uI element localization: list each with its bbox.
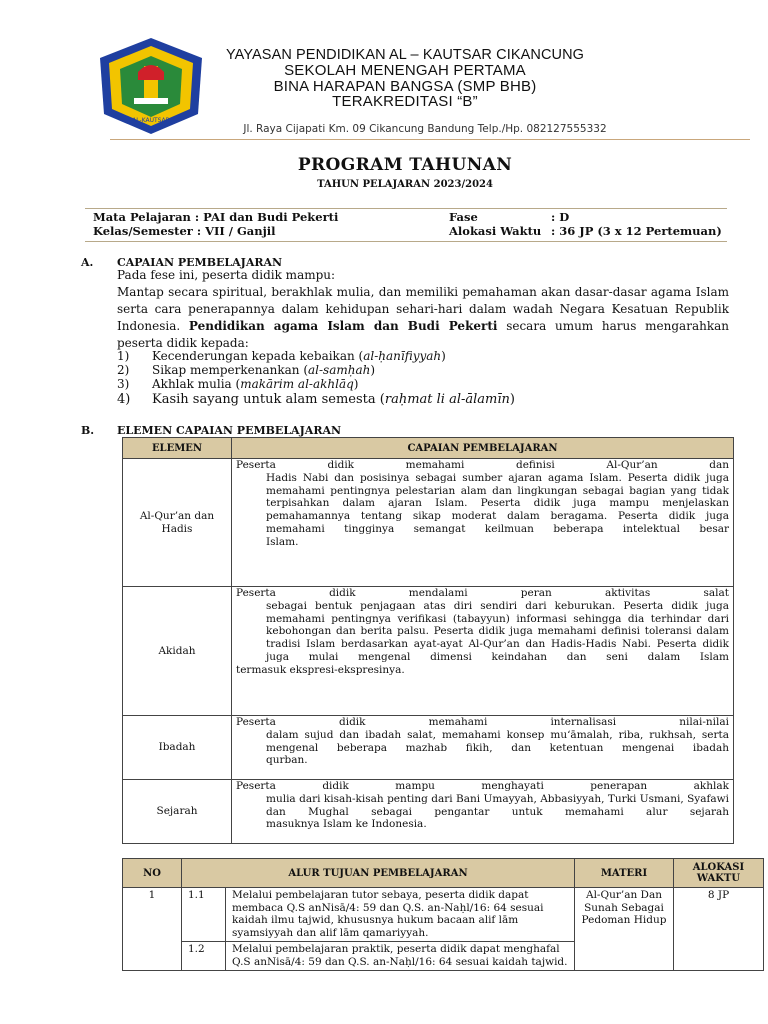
elemen-table <box>122 437 734 844</box>
tp-number: 1.1 <box>182 888 226 942</box>
col-alur: ALUR TUJUAN PEMBELAJARAN <box>182 859 575 888</box>
atp-table <box>122 858 764 971</box>
school-address: Jl. Raya Cijapati Km. 09 Cikancung Bandung Telp./Hp. 082127555332 <box>243 123 607 135</box>
capaian-tail: termasuk ekspresi-ekspresinya. <box>236 663 405 676</box>
section-a-title: CAPAIAN PEMBELAJARAN <box>117 256 283 269</box>
section-b-letter: B. <box>81 424 95 437</box>
section-a-letter: A. <box>81 256 94 269</box>
info-kelas: Kelas/Semester : VII / Ganjil <box>93 224 276 238</box>
section-a-body-1: Mantap secara spiritual, berakhlak mulia, dan memiliki pemahaman akan dasar-dasar agama Islam serta cara penerapannya dalam kehidupan sehari-hari dalam wadah Negara Kesatuan Republik Indonesia. <box>117 285 729 333</box>
list-item-term: makārim al-akhlāq <box>240 377 354 391</box>
capaian-text: mulia dari kisah-kisah penting dari Bani Umayyah, Abbasiyyah, Turki Usmani, Syafawi dan Mughal sebagai pengantar untuk memahami alur sejarah <box>266 792 729 818</box>
col-no: NO <box>123 859 182 888</box>
info-alokasi-label: Alokasi Waktu <box>449 224 542 238</box>
list-item-text-main: Kecenderungan kepada kebaikan ( <box>152 349 364 363</box>
capaian-cell <box>232 459 734 587</box>
alokasi-cell: 8 JP <box>674 888 764 971</box>
school-type: SEKOLAH MENENGAH PERTAMA <box>284 62 526 79</box>
table-row <box>123 716 734 780</box>
tp-text: Melalui pembelajaran tutor sebaya, peserta didik dapat membaca Q.S anNisā/4: 59 dan Q.S. an-Naḥl/16: 64 sesuai kaidah ilmu tajwid, khususnya hukum bacaan alif lām syamsiyyah dan alif lām qamariyyah. <box>226 888 575 942</box>
capaian-tail: qurban. <box>266 754 308 767</box>
list-item-number: 2) <box>117 363 130 377</box>
info-table <box>85 208 727 242</box>
list-item-close: ) <box>370 363 376 377</box>
elemen-cell: Al-Qur’an dan Hadis <box>123 459 232 587</box>
letterhead <box>215 48 595 110</box>
list-item-text-main: Akhlak mulia ( <box>152 377 241 391</box>
foundation-name: YAYASAN PENDIDIKAN AL – KAUTSAR CIKANCUNG <box>225 47 585 63</box>
list-item-term: al-samḥah <box>308 363 371 377</box>
school-logo <box>94 36 208 136</box>
list-item-text-main: Kasih sayang untuk alam semesta ( <box>152 392 385 407</box>
capaian-cell <box>232 780 734 844</box>
capaian-text: dalam sujud dan ibadah salat, memahami konsep mu‘āmalah, riba, rukhsah, serta mengenal beberapa mazhab fikih, dan ketentuan mengenai ibadah <box>266 728 729 754</box>
document-subtitle: TAHUN PELAJARAN 2023/2024 <box>317 179 493 190</box>
table-row <box>123 888 764 942</box>
table-row <box>123 780 734 844</box>
col-elemen: ELEMEN <box>123 438 232 459</box>
info-mapel: Mata Pelajaran : PAI dan Budi Pekerti <box>93 210 339 224</box>
capaian-cell <box>232 716 734 780</box>
section-a-body <box>117 284 729 352</box>
col-alokasi: ALOKASI WAKTU <box>674 859 764 888</box>
list-item-term: raḥmat li al-ālamīn <box>384 392 510 407</box>
elemen-cell: Ibadah <box>123 716 232 780</box>
list-item-term: al-ḥanīfiyyah <box>363 349 442 363</box>
info-fase-label: Fase <box>449 210 478 224</box>
document-title: PROGRAM TAHUNAN <box>297 155 513 175</box>
list-item-number: 1) <box>117 349 130 363</box>
svg-text:AL-KAUTSAR: AL-KAUTSAR <box>132 117 170 124</box>
tp-number: 1.2 <box>182 942 226 971</box>
list-item-text <box>152 349 446 363</box>
elemen-cell: Sejarah <box>123 780 232 844</box>
accreditation: TERAKREDITASI “B” <box>332 93 478 110</box>
list-item-number: 3) <box>117 377 130 391</box>
letterhead-divider <box>110 139 750 140</box>
capaian-first-line: Peserta didik memahami internalisasi nilai-nilai <box>236 716 729 728</box>
list-item-text <box>152 363 375 377</box>
row-number: 1 <box>123 888 182 971</box>
list-item-text <box>152 392 515 407</box>
capaian-tail: masuknya Islam ke Indonesia. <box>266 818 427 831</box>
capaian-first-line: Peserta didik mendalami peran aktivitas salat <box>236 587 729 599</box>
col-capaian: CAPAIAN PEMBELAJARAN <box>232 438 734 459</box>
list-item-text <box>152 377 358 391</box>
table-row <box>123 587 734 716</box>
col-materi: MATERI <box>575 859 674 888</box>
capaian-first-line: Peserta didik mampu menghayati penerapan akhlak <box>236 780 729 792</box>
list-item-close: ) <box>441 349 446 363</box>
table-row <box>123 459 734 587</box>
info-fase-value: : D <box>551 210 570 224</box>
section-b-title: ELEMEN CAPAIAN PEMBELAJARAN <box>117 424 342 437</box>
list-item-number: 4) <box>117 392 131 407</box>
capaian-text: Hadis Nabi dan posisinya sebagai sumber ajaran agama Islam. Peserta didik juga memahami pentingnya pelestarian alam dan lingkungan sebagai bagian yang tidak terpisahkan dalam ajaran Islam. Peserta didik juga mampu menjelaskan pemahamannya tentang sikap moderat dalam beragama. Peserta didik juga memahami tingginya semangat keilmuan beberapa intelektual besar <box>266 471 729 535</box>
section-a-intro: Pada fese ini, peserta didik mampu: <box>117 268 336 282</box>
tp-text: Melalui pembelajaran praktik, peserta didik dapat menghafal Q.S anNisā/4: 59 dan Q.S. an-Naḥl/16: 64 sesuai kaidah tajwid. <box>226 942 575 971</box>
section-a-body-bold: Pendidikan agama Islam dan Budi Pekerti <box>188 319 498 333</box>
capaian-text: sebagai bentuk penjagaan atas diri sendiri dari keburukan. Peserta didik juga memahami pentingnya verifikasi (tabayyun) informasi sehingga dia terhindar dari kebohongan dan berita palsu. Peserta didik juga memahami definisi toleransi dalam tradisi Islam berdasarkan ayat-ayat Al-Qur’an dan Hadis-Hadis Nabi. Peserta didik juga mulai mengenal dimensi keindahan dan seni dalam Islam <box>266 599 729 663</box>
elemen-cell: Akidah <box>123 587 232 716</box>
capaian-tail: Islam. <box>266 535 299 548</box>
capaian-first-line: Peserta didik memahami definisi Al-Qur’an dan <box>236 459 729 471</box>
list-item-text-main: Sikap memperkenankan ( <box>152 363 308 377</box>
list-item-close: ) <box>509 392 515 407</box>
capaian-cell <box>232 587 734 716</box>
materi-cell: Al-Qur’an Dan Sunah Sebagai Pedoman Hidup <box>575 888 674 971</box>
info-alokasi-value: : 36 JP (3 x 12 Pertemuan) <box>551 224 722 238</box>
school-name: BINA HARAPAN BANGSA (SMP BHB) <box>273 77 537 95</box>
list-item-close: ) <box>353 377 359 391</box>
section-a-body-2: secara umum harus mengarahkan peserta didik kepada: <box>117 319 729 350</box>
